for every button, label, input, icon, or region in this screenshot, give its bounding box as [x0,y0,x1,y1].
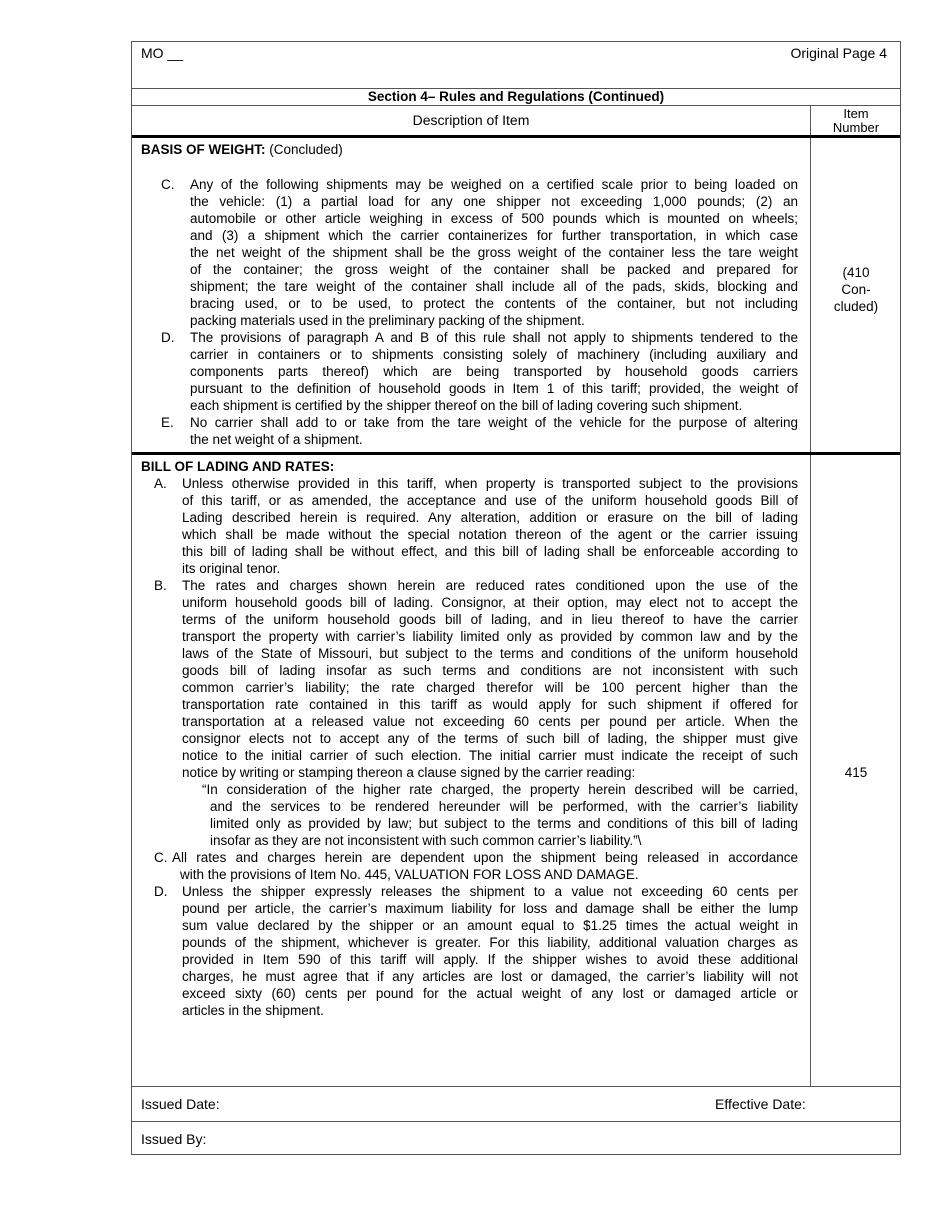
text-line: notice by writing or stamping thereon a clause signed by the carrier reading: [182,765,636,780]
text-line: The rates and charges shown herein are reduced rates conditioned upon the use of the [182,578,798,593]
text-line: notice to the initial carrier of such election. The initial carrier must indicate the receipt of such [182,748,798,763]
section-title: Section 4– Rules and Regulations (Continued) [132,89,900,106]
item-number-410 [811,264,901,315]
text-line: components parts thereof) which are being transported by household goods carriers [190,364,798,379]
footer-divider [132,1121,900,1122]
page-number: Original Page 4 [790,45,887,61]
column-headers [132,106,900,138]
text-line: and the services to be rendered hereunder will be performed, with the carrier’s liability [210,799,798,814]
text-line: exceed sixty (60) cents per pound for the actual weight of any lost or damaged article or [182,986,798,1001]
text-line: the vehicle: (1) a partial load for any one shipper not exceeding 1,000 pounds; (2) an [190,194,798,209]
basis-paragraph-e [190,414,798,448]
text-line: No carrier shall add to or take from the tare weight of the vehicle for the purpose of altering [190,415,798,430]
text-line: goods bill of lading insofar as such terms and conditions are not inconsistent with such [182,663,798,678]
lading-paragraph-c [172,849,798,883]
text-line: common carrier’s liability; the rate charged therefor will be 100 percent higher than the [182,680,798,695]
basis-c-label: C. [161,177,175,192]
item-number-column-header [810,106,901,135]
state-code: MO __ [141,45,184,61]
basis-paragraph-d [190,329,798,414]
item-number-header-line: Number [832,120,880,135]
issued-by-label: Issued By: [141,1131,207,1147]
text-line: Unless the shipper expressly releases the shipment to a value not exceeding 60 cents per [182,884,798,899]
lading-d-label: D. [154,884,168,899]
lading-b-label: B. [154,578,167,593]
text-line: Con- [841,282,871,297]
text-line: charges, he must agree that if any articles are lost or damaged, the carrier’s liability will not [182,969,798,984]
text-line: pursuant to the definition of household goods in Item 1 of this tariff; provided, the weight of [190,381,798,396]
text-line: uniform household goods bill of lading. Consignor, at their option, may elect not to accept the [182,595,798,610]
text-line: laws of the State of Missouri, but subject to the terms and conditions of the uniform household [182,646,798,661]
item-number-header-line: Item [843,106,869,121]
basis-paragraph-c [190,176,798,329]
text-line: and (3) a shipment which the carrier containerizes for further transportation, in which case [190,228,798,243]
text-line: Unless otherwise provided in this tariff, when property is transported subject to the provisions [182,476,798,491]
effective-date-label: Effective Date: [715,1096,806,1112]
bill-of-lading-title: BILL OF LADING AND RATES: [141,459,335,474]
text-line: provided in Item 590 of this tariff will apply. If the shipper wishes to avoid these additional [182,952,798,967]
text-line: this bill of lading shall be without effect, and this bill of lading shall be enforceable according to [182,544,798,559]
basis-e-label: E. [161,415,174,430]
lading-c-label: C. [154,850,168,865]
lading-paragraph-b [182,577,798,781]
text-line: Lading described herein is required. Any alteration, addition or erasure on the bill of lading [182,510,798,525]
text-line: sum value declared by the shipper or an amount equal to $1.25 times the actual weight in [182,918,798,933]
text-line: cluded) [833,299,879,314]
text-line: terms of the uniform household goods bill of lading, and in lieu thereof to have the carrier [182,612,798,627]
item-number-415: 415 [844,765,868,780]
carrier-clause-quote [202,781,798,849]
text-line: insofar as they are not inconsistent with such common carrier’s liability.”\ [210,833,642,848]
text-line: of the container; the gross weight of the container shall be packed and prepared for [190,262,798,277]
text-line: pounds of the shipment, whichever is greater. For this liability, additional valuation charges as [182,935,798,950]
item-separator [132,452,900,455]
text-line: “In consideration of the higher rate charged, the property herein described will be carried, [202,782,798,797]
text-line: transport the property with carrier’s liability limited only as provided by common law and by the [182,629,798,644]
text-line: transportation rate contained in this tariff as would apply for such shipment if offered for [182,697,798,712]
text-line: its original tenor. [182,561,281,576]
text-line: The provisions of paragraph A and B of this rule shall not apply to shipments tendered to the [190,330,798,345]
issued-date-label: Issued Date: [141,1096,220,1112]
text-line: each shipment is certified by the shipper thereof on the bill of lading covering such shipment. [190,398,743,413]
text-line: with the provisions of Item No. 445, VALUATION FOR LOSS AND DAMAGE. [180,867,639,882]
basis-d-label: D. [161,330,175,345]
text-line: All rates and charges herein are dependent upon the shipment being released in accordance [172,850,798,865]
lading-paragraph-a [182,475,798,577]
page-header [132,42,900,89]
text-line: of this tariff, or as amended, the acceptance and use of the uniform household goods Bill of [182,493,798,508]
basis-subtitle: (Concluded) [265,142,343,157]
text-line: packing materials used in the preliminary packing of the shipment. [190,313,585,328]
basis-title: BASIS OF WEIGHT: [141,142,266,157]
text-line: Any of the following shipments may be weighed on a certified scale prior to being loaded on [190,177,798,192]
text-line: consignor elects not to accept any of the terms of such bill of lading, the shipper must give [182,731,798,746]
text-line: the net weight of the shipment shall be the gross weight of the container less the tare weight [190,245,798,260]
lading-paragraph-d [182,883,798,1019]
tariff-page [131,41,901,1155]
lading-a-label: A. [154,476,167,491]
text-line: bracing used, or to be used, to protect the contents of the container, but not including [190,296,798,311]
footer-divider [132,1086,900,1087]
text-line: limited only as provided by law; but subject to the terms and conditions of this bill of lading [210,816,798,831]
text-line: carrier in containers or to shipments consisting solely of machinery (including auxiliary and [190,347,798,362]
text-line: transportation at a released value not exceeding 60 cents per pound per article. When the [182,714,798,729]
text-line: the net weight of a shipment. [190,432,363,447]
text-line: which shall be made without the special notation thereon of the agent or the carrier issuing [182,527,798,542]
text-line: shipment; the tare weight of the container shall include all of the pads, skids, blocking and [190,279,798,294]
text-line: automobile or other article weighing in excess of 500 pounds which is mounted on wheels; [190,211,798,226]
basis-of-weight-heading [141,141,806,158]
text-line: pound per article, the carrier’s maximum liability for loss and damage shall be either the lump [182,901,798,916]
description-column-header: Description of Item [412,112,530,128]
text-line: articles in the shipment. [182,1003,324,1018]
text-line: (410 [842,265,870,280]
